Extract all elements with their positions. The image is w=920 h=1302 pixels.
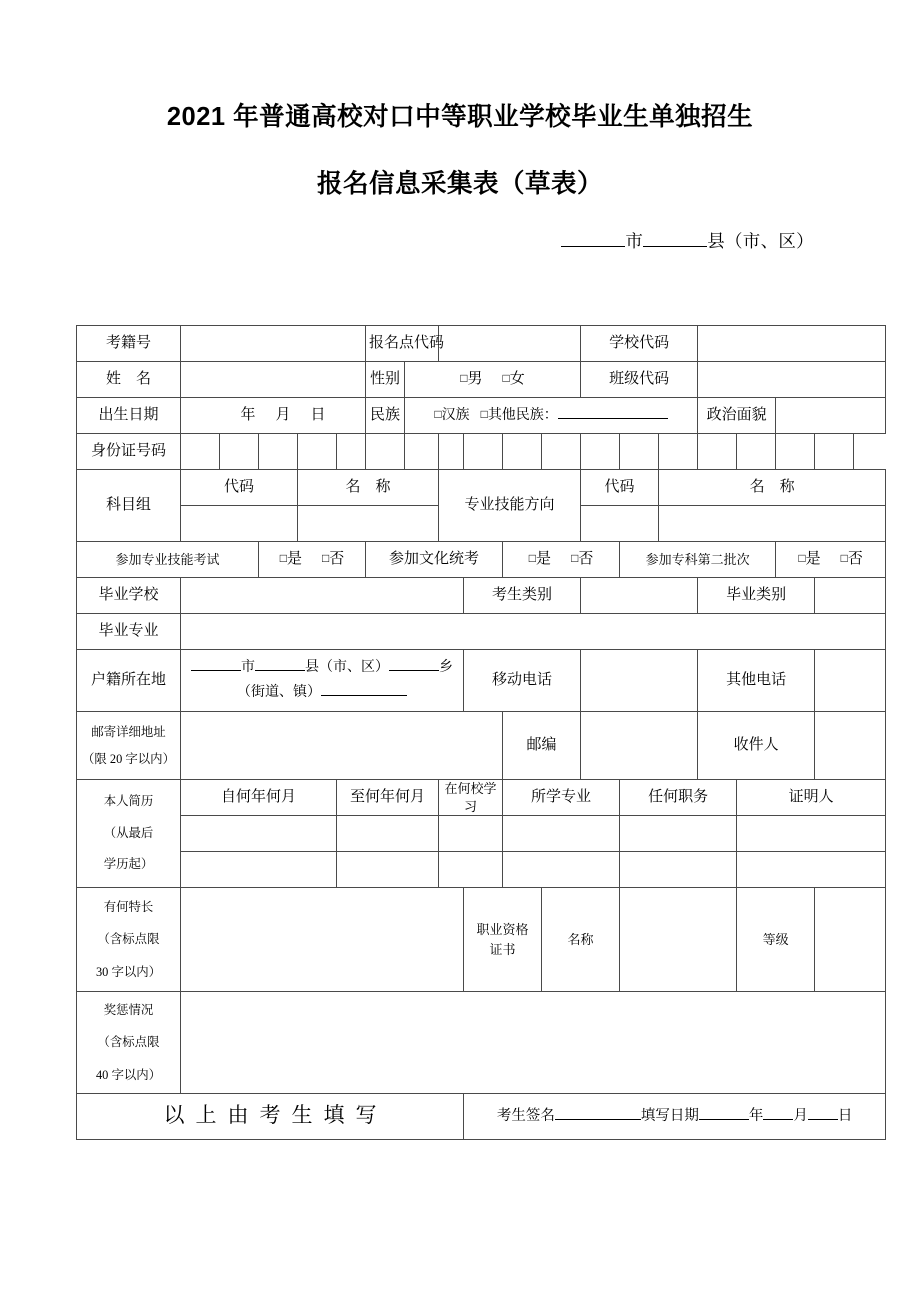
ethnicity-han-label: 汉族 bbox=[441, 408, 470, 424]
certificate-level-value[interactable] bbox=[815, 888, 886, 992]
household-county-label: 县 bbox=[305, 660, 320, 675]
graduation-school-label: 毕业学校 bbox=[77, 578, 181, 614]
skill-name-value[interactable] bbox=[659, 506, 886, 542]
table-row-resume-entry bbox=[77, 852, 886, 888]
id-digit-cell[interactable] bbox=[620, 434, 659, 470]
resume-cell-witness[interactable] bbox=[737, 852, 886, 888]
checkbox-male-icon[interactable]: □ bbox=[460, 371, 468, 386]
gender-male-label: 男 bbox=[467, 371, 483, 388]
table-row-reward-punishment bbox=[77, 992, 886, 1094]
resume-col-header-school: 在何校学习 bbox=[439, 780, 503, 816]
site-code-label: 报名点代码 bbox=[366, 326, 439, 362]
resume-label-line3: 学历起） bbox=[103, 857, 154, 872]
signature-label: 考生签名 bbox=[496, 1108, 555, 1125]
receiver-value[interactable] bbox=[815, 712, 886, 780]
other-phone-label: 其他电话 bbox=[698, 650, 815, 712]
resume-label-line1: 本人简历 bbox=[103, 794, 154, 809]
table-row-mailing-address bbox=[77, 712, 886, 780]
resume-cell-school[interactable] bbox=[439, 816, 503, 852]
resume-label bbox=[77, 780, 181, 888]
skill-code-header: 代码 bbox=[581, 470, 659, 506]
candidate-type-value[interactable] bbox=[581, 578, 698, 614]
graduate-type-value[interactable] bbox=[815, 578, 886, 614]
graduation-major-value[interactable] bbox=[181, 614, 886, 650]
id-digit-cell[interactable] bbox=[581, 434, 620, 470]
id-number-label: 身份证号码 bbox=[77, 434, 181, 470]
fill-date-label: 填写日期 bbox=[640, 1108, 699, 1125]
id-digit-cell[interactable] bbox=[220, 434, 259, 470]
ethnicity-options[interactable] bbox=[405, 398, 698, 434]
name-value[interactable] bbox=[181, 362, 366, 398]
zip-code-value[interactable] bbox=[581, 712, 698, 780]
checkbox-second-batch-no-icon[interactable]: □ bbox=[840, 551, 848, 566]
table-row-resume-header bbox=[77, 780, 886, 816]
household-street-label: （街道、镇） bbox=[237, 684, 322, 700]
id-digit-cell[interactable] bbox=[181, 434, 220, 470]
id-digit-cell[interactable] bbox=[737, 434, 776, 470]
birth-month-label: 月 bbox=[275, 407, 291, 424]
checkbox-second-batch-yes-icon[interactable]: □ bbox=[798, 551, 806, 566]
fill-year-blank[interactable] bbox=[699, 1106, 749, 1120]
mailing-address-value[interactable] bbox=[181, 712, 503, 780]
certificate-name-value[interactable] bbox=[620, 888, 737, 992]
skill-direction-label: 专业技能方向 bbox=[439, 470, 581, 542]
resume-col-header-to: 至何年何月 bbox=[337, 780, 439, 816]
resume-cell-to[interactable] bbox=[337, 816, 439, 852]
school-code-value[interactable] bbox=[698, 326, 886, 362]
id-digit-cell[interactable] bbox=[439, 434, 464, 470]
checkbox-female-icon[interactable]: □ bbox=[502, 371, 510, 386]
subject-code-value[interactable] bbox=[181, 506, 298, 542]
id-digit-cell[interactable] bbox=[659, 434, 698, 470]
table-row-resume-entry bbox=[77, 816, 886, 852]
id-digit-cell[interactable] bbox=[259, 434, 298, 470]
checkbox-culture-exam-yes-icon[interactable]: □ bbox=[528, 551, 537, 566]
household-value[interactable] bbox=[181, 650, 464, 712]
other-phone-value[interactable] bbox=[815, 650, 886, 712]
resume-cell-position[interactable] bbox=[620, 816, 737, 852]
resume-cell-from[interactable] bbox=[181, 816, 337, 852]
reward-value[interactable] bbox=[181, 992, 886, 1094]
page-title-line-1: 2021 年普通高校对口中等职业学校毕业生单独招生 bbox=[166, 103, 754, 131]
birth-year-label: 年 bbox=[240, 407, 256, 424]
checkbox-skill-exam-no-icon[interactable]: □ bbox=[322, 551, 330, 566]
registration-form-table bbox=[76, 325, 886, 1140]
resume-cell-major[interactable] bbox=[503, 816, 620, 852]
subject-name-header: 名 称 bbox=[298, 470, 439, 506]
id-digit-cell[interactable] bbox=[542, 434, 581, 470]
resume-cell-to[interactable] bbox=[337, 852, 439, 888]
table-row-specialty bbox=[77, 888, 886, 992]
second-batch-options[interactable] bbox=[776, 542, 886, 578]
table-row-signature bbox=[77, 1094, 886, 1140]
reward-label-line3: 40 字以内） bbox=[95, 1067, 162, 1082]
skill-exam-label: 参加专业技能考试 bbox=[77, 542, 259, 578]
culture-exam-yes-label: 是 bbox=[536, 551, 552, 568]
resume-cell-from[interactable] bbox=[181, 852, 337, 888]
city-blank bbox=[561, 231, 625, 247]
table-row-graduation-major bbox=[77, 614, 886, 650]
specialty-label-line2: （含标点限 bbox=[97, 932, 160, 947]
resume-cell-witness[interactable] bbox=[737, 816, 886, 852]
checkbox-skill-exam-yes-icon[interactable]: □ bbox=[279, 551, 287, 566]
table-row-graduation-school bbox=[77, 578, 886, 614]
subject-code-header: 代码 bbox=[181, 470, 298, 506]
second-batch-label: 参加专科第二批次 bbox=[620, 542, 776, 578]
signature-area[interactable] bbox=[464, 1094, 886, 1140]
table-row-household bbox=[77, 650, 886, 712]
second-batch-no-label: 否 bbox=[847, 551, 863, 568]
skill-exam-options[interactable] bbox=[259, 542, 366, 578]
ethnicity-label: 民族 bbox=[366, 398, 405, 434]
certificate-label-line1: 职业资格 bbox=[476, 922, 529, 938]
class-code-value[interactable] bbox=[698, 362, 886, 398]
household-township-blank[interactable] bbox=[389, 657, 439, 671]
exam-number-value[interactable] bbox=[181, 326, 366, 362]
resume-col-header-witness: 证明人 bbox=[737, 780, 886, 816]
name-label: 姓 名 bbox=[77, 362, 181, 398]
city-suffix-label: 市 bbox=[625, 231, 644, 251]
checkbox-other-ethnicity-icon[interactable]: □ bbox=[480, 407, 488, 422]
resume-col-header-major: 所学专业 bbox=[503, 780, 620, 816]
mailing-address-label-line2: （限 20 字以内） bbox=[82, 751, 175, 766]
household-city-label: 市 bbox=[241, 660, 256, 675]
id-digit-cell[interactable] bbox=[366, 434, 405, 470]
fill-month-blank[interactable] bbox=[763, 1106, 793, 1120]
fill-year-label: 年 bbox=[748, 1108, 764, 1125]
reward-label bbox=[77, 992, 181, 1094]
resume-label-line2: （从最后 bbox=[103, 825, 154, 840]
gender-options[interactable] bbox=[405, 362, 581, 398]
receiver-label: 收件人 bbox=[698, 712, 815, 780]
county-blank bbox=[643, 231, 707, 247]
political-status-value[interactable] bbox=[776, 398, 886, 434]
id-digit-cell[interactable] bbox=[405, 434, 439, 470]
household-township-label: 乡 bbox=[439, 660, 454, 675]
political-status-label: 政治面貌 bbox=[698, 398, 776, 434]
county-suffix-label: 县（市、区） bbox=[707, 231, 814, 251]
birth-date-value[interactable] bbox=[181, 398, 366, 434]
ethnicity-other-label: 其他民族： bbox=[487, 408, 558, 424]
id-digit-cell[interactable] bbox=[815, 434, 854, 470]
table-row-birth bbox=[77, 398, 886, 434]
reward-label-line1: 奖惩情况 bbox=[103, 1003, 154, 1018]
id-digit-cell[interactable] bbox=[298, 434, 337, 470]
resume-cell-school[interactable] bbox=[439, 852, 503, 888]
skill-exam-yes-label: 是 bbox=[287, 551, 303, 568]
birth-date-label: 出生日期 bbox=[77, 398, 181, 434]
certificate-level-label: 等级 bbox=[737, 888, 815, 992]
id-digit-cell[interactable] bbox=[776, 434, 815, 470]
fill-day-label: 日 bbox=[837, 1108, 853, 1125]
id-digit-cell[interactable] bbox=[464, 434, 503, 470]
household-county-paren: （市、区） bbox=[319, 660, 390, 675]
graduation-major-label: 毕业专业 bbox=[77, 614, 181, 650]
culture-exam-options[interactable] bbox=[503, 542, 620, 578]
id-digit-cell[interactable] bbox=[503, 434, 542, 470]
household-county-blank[interactable] bbox=[255, 657, 305, 671]
table-row-subject-group-header bbox=[77, 470, 886, 506]
zip-code-label: 邮编 bbox=[503, 712, 581, 780]
signature-blank[interactable] bbox=[555, 1106, 641, 1120]
table-row-name bbox=[77, 362, 886, 398]
school-code-label: 学校代码 bbox=[581, 326, 698, 362]
subject-name-value[interactable] bbox=[298, 506, 439, 542]
specialty-label bbox=[77, 888, 181, 992]
second-batch-yes-label: 是 bbox=[805, 551, 821, 568]
table-row-exam-participation bbox=[77, 542, 886, 578]
table-row-exam-number bbox=[77, 326, 886, 362]
skill-code-value[interactable] bbox=[581, 506, 659, 542]
household-street-blank[interactable] bbox=[321, 682, 407, 696]
gender-label: 性别 bbox=[366, 362, 405, 398]
subject-group-label: 科目组 bbox=[77, 470, 181, 542]
mailing-address-label-line1: 邮寄详细地址 bbox=[91, 725, 166, 740]
gender-female-label: 女 bbox=[509, 371, 525, 388]
certificate-label bbox=[464, 888, 542, 992]
table-row-id-number bbox=[77, 434, 886, 470]
specialty-label-line1: 有何特长 bbox=[103, 900, 154, 915]
mailing-address-label bbox=[77, 712, 181, 780]
specialty-label-line3: 30 字以内） bbox=[95, 964, 162, 979]
reward-label-line2: （含标点限 bbox=[97, 1035, 160, 1050]
title-block bbox=[0, 104, 920, 198]
culture-exam-no-label: 否 bbox=[578, 551, 594, 568]
resume-cell-major[interactable] bbox=[503, 852, 620, 888]
page-title-line-2: 报名信息采集表（草表） bbox=[316, 169, 603, 198]
birth-day-label: 日 bbox=[310, 407, 326, 424]
id-digit-cell[interactable] bbox=[698, 434, 737, 470]
culture-exam-label: 参加文化统考 bbox=[366, 542, 503, 578]
graduate-type-label: 毕业类别 bbox=[698, 578, 815, 614]
skill-name-header: 名 称 bbox=[659, 470, 886, 506]
resume-cell-position[interactable] bbox=[620, 852, 737, 888]
filled-by-candidate-label: 以上由考生填写 bbox=[77, 1094, 464, 1140]
id-digit-cell[interactable] bbox=[337, 434, 366, 470]
household-label: 户籍所在地 bbox=[77, 650, 181, 712]
certificate-name-label: 名称 bbox=[542, 888, 620, 992]
region-fill-line bbox=[0, 228, 920, 253]
candidate-type-label: 考生类别 bbox=[464, 578, 581, 614]
household-city-blank[interactable] bbox=[191, 657, 241, 671]
fill-day-blank[interactable] bbox=[808, 1106, 838, 1120]
resume-col-header-position: 任何职务 bbox=[620, 780, 737, 816]
exam-number-label: 考籍号 bbox=[77, 326, 181, 362]
certificate-label-line2: 证书 bbox=[489, 941, 516, 957]
mobile-phone-label: 移动电话 bbox=[464, 650, 581, 712]
mobile-phone-value[interactable] bbox=[581, 650, 698, 712]
class-code-label: 班级代码 bbox=[581, 362, 698, 398]
checkbox-han-icon[interactable]: □ bbox=[434, 407, 442, 422]
graduation-school-value[interactable] bbox=[181, 578, 464, 614]
resume-col-header-from: 自何年何月 bbox=[181, 780, 337, 816]
specialty-value[interactable] bbox=[181, 888, 464, 992]
ethnicity-other-blank[interactable] bbox=[558, 405, 668, 419]
skill-exam-no-label: 否 bbox=[329, 551, 345, 568]
checkbox-culture-exam-no-icon[interactable]: □ bbox=[571, 551, 579, 566]
fill-month-label: 月 bbox=[793, 1108, 808, 1125]
site-code-value[interactable] bbox=[439, 326, 581, 362]
